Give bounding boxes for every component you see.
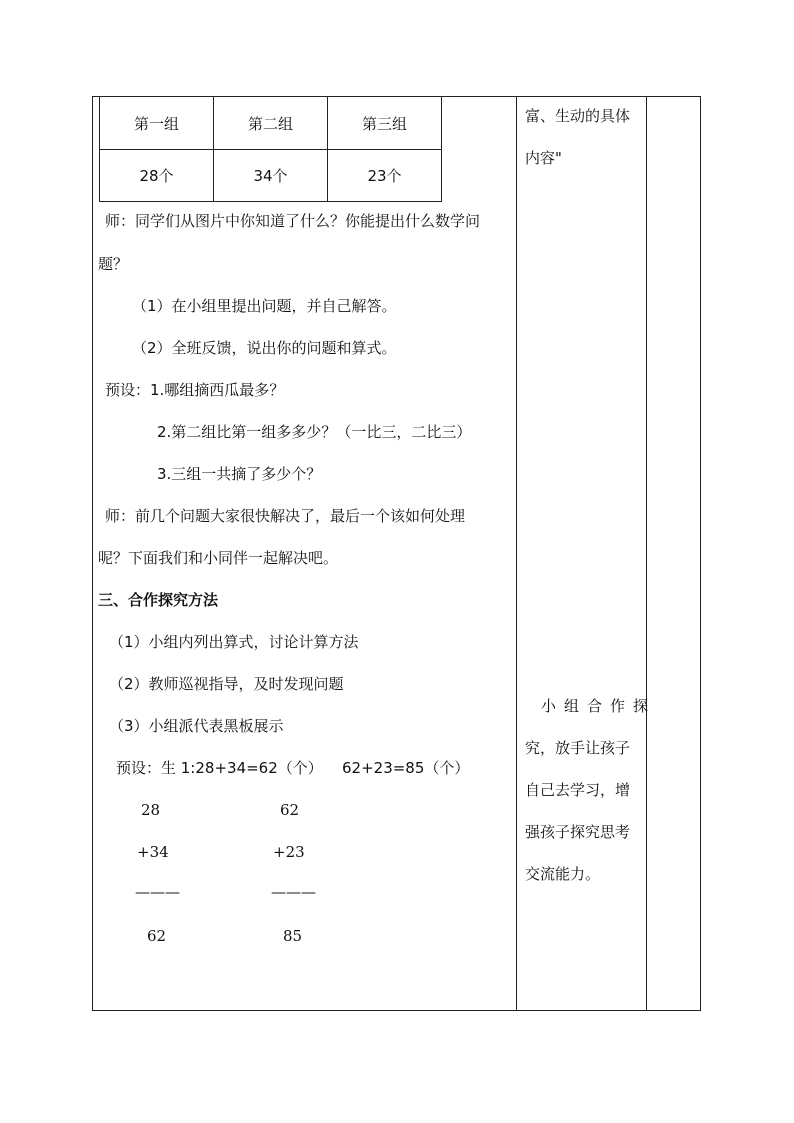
teacher-prompt-line-2: 呢？下面我们和小同伴一起解决吧。 bbox=[98, 549, 339, 567]
calc-b-rule: ——— bbox=[271, 883, 316, 901]
preset-4: 预设：生 1:28+34=62（个） bbox=[116, 759, 323, 777]
step-1: （1）在小组里提出问题，并自己解答。 bbox=[132, 297, 397, 315]
side-note-line-2: 究，放手让孩子 bbox=[525, 739, 631, 757]
header-group-2: 第二组 bbox=[214, 97, 328, 150]
preset-4-second: 62+23=85（个） bbox=[342, 759, 470, 777]
teacher-question-line-2: 题？ bbox=[98, 255, 129, 273]
teacher-question-line-1: 师：同学们从图片中你知道了什么？你能提出什么数学问 bbox=[105, 212, 481, 230]
side-note-line-3: 自己去学习，增 bbox=[525, 781, 631, 799]
calc-a-addend-2: +34 bbox=[137, 843, 169, 861]
header-group-3: 第三组 bbox=[328, 97, 442, 150]
watermelon-count-table bbox=[99, 96, 442, 202]
method-2: （2）教师巡视指导，及时发现问题 bbox=[109, 675, 344, 693]
method-3: （3）小组派代表黑板展示 bbox=[109, 717, 284, 735]
side-note-top-line-1: 富、生动的具体 bbox=[525, 107, 631, 125]
side-note-line-1: 小组合作探 bbox=[541, 697, 657, 715]
calc-b-addend-1: 62 bbox=[280, 801, 300, 819]
calc-a-addend-1: 28 bbox=[141, 801, 161, 819]
calc-b-addend-2: +23 bbox=[273, 843, 305, 861]
header-group-1: 第一组 bbox=[100, 97, 214, 150]
method-1: （1）小组内列出算式，讨论计算方法 bbox=[109, 633, 359, 651]
column-divider-1 bbox=[516, 96, 517, 1011]
preset-1: 预设：1.哪组摘西瓜最多？ bbox=[105, 381, 285, 399]
side-note-top-line-2: 内容" bbox=[525, 149, 562, 167]
section-heading: 三、合作探究方法 bbox=[98, 591, 219, 609]
table-value-row bbox=[100, 150, 442, 202]
value-group-2: 34个 bbox=[214, 150, 328, 202]
calc-a-rule: ——— bbox=[135, 883, 180, 901]
column-divider-2 bbox=[646, 96, 647, 1011]
side-note-line-4: 强孩子探究思考 bbox=[525, 823, 631, 841]
step-2: （2）全班反馈，说出你的问题和算式。 bbox=[132, 339, 397, 357]
calc-b-sum: 85 bbox=[283, 927, 303, 945]
preset-2: 2.第二组比第一组多多少？（一比三，二比三） bbox=[157, 423, 472, 441]
side-note-line-5: 交流能力。 bbox=[525, 865, 601, 883]
table-header-row bbox=[100, 97, 442, 150]
preset-3: 3.三组一共摘了多少个？ bbox=[157, 465, 322, 483]
teacher-prompt-line-1: 师：前几个问题大家很快解决了，最后一个该如何处理 bbox=[105, 507, 466, 525]
calc-a-sum: 62 bbox=[147, 927, 167, 945]
value-group-1: 28个 bbox=[100, 150, 214, 202]
value-group-3: 23个 bbox=[328, 150, 442, 202]
